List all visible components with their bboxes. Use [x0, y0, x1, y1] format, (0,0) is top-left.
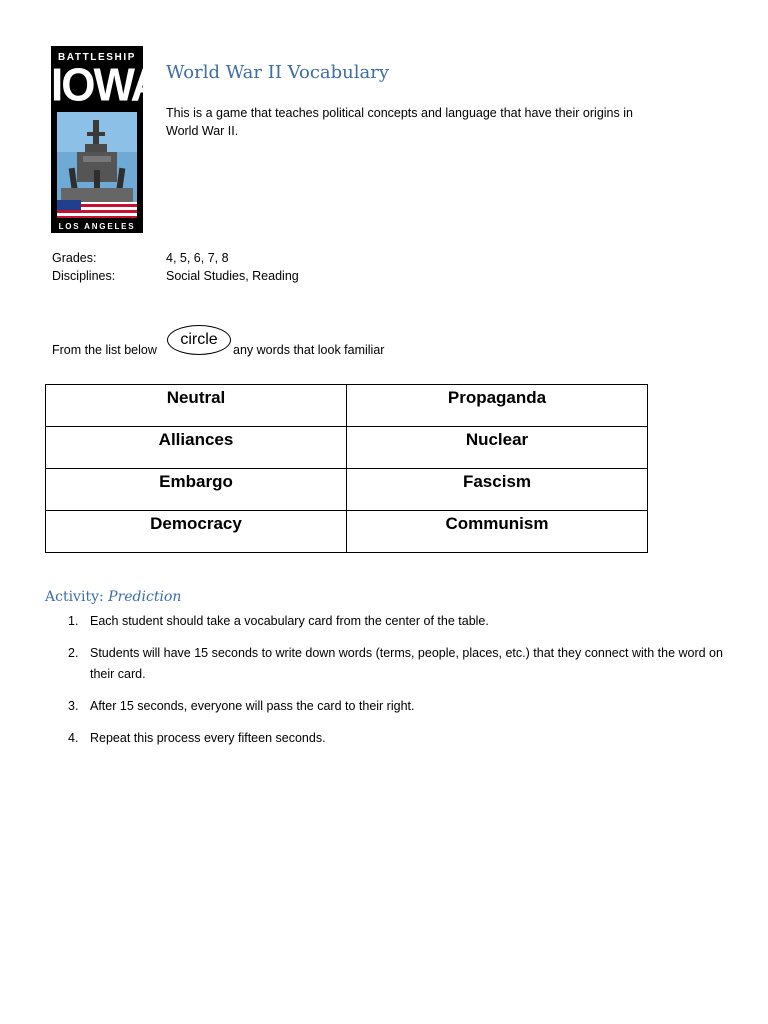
activity-heading [45, 589, 181, 605]
disciplines-label: Disciplines: [52, 269, 116, 283]
instruction-before: From the list below [52, 343, 157, 357]
logo-main-text: IOWA [51, 59, 161, 112]
step-number: 4. [68, 731, 79, 745]
step-text: Repeat this process every fifteen seconds. [90, 731, 326, 745]
vocab-word: Neutral [46, 385, 347, 427]
vocabulary-table [45, 384, 648, 553]
table-row [46, 511, 648, 553]
step-number: 3. [68, 699, 79, 713]
list-item [68, 643, 733, 685]
step-number: 1. [68, 614, 79, 628]
grades-label: Grades: [52, 251, 97, 265]
step-number: 2. [68, 646, 79, 660]
intro-text: This is a game that teaches political concepts and language that have their origins in World War II. [166, 106, 633, 138]
table-row [46, 385, 648, 427]
logo-bottom-text: LOS ANGELES [58, 222, 136, 231]
vocab-word: Communism [347, 511, 648, 553]
step-text: Students will have 15 seconds to write down words (terms, people, places, etc.) that they connect with the word on their card. [90, 646, 723, 681]
vocab-word: Alliances [46, 427, 347, 469]
list-item [68, 728, 733, 749]
step-text: After 15 seconds, everyone will pass the card to their right. [90, 699, 415, 713]
page-title: World War II Vocabulary [166, 62, 390, 83]
circled-word: circle [167, 325, 231, 355]
vocab-word: Nuclear [347, 427, 648, 469]
activity-steps-list [68, 611, 733, 749]
vocab-word: Propaganda [347, 385, 648, 427]
battleship-iowa-logo [51, 46, 161, 233]
disciplines-value: Social Studies, Reading [166, 269, 299, 283]
list-item [68, 611, 733, 632]
activity-name: Prediction [108, 589, 182, 605]
vocab-word: Democracy [46, 511, 347, 553]
instruction-after: any words that look familiar [233, 343, 385, 357]
logo-top-text: BATTLESHIP [57, 52, 137, 63]
activity-label: Activity: [45, 589, 104, 605]
vocab-word: Embargo [46, 469, 347, 511]
table-row [46, 427, 648, 469]
vocab-word: Fascism [347, 469, 648, 511]
battleship-image [57, 112, 137, 218]
list-item [68, 696, 733, 717]
table-row [46, 469, 648, 511]
grades-value: 4, 5, 6, 7, 8 [166, 251, 229, 265]
step-text: Each student should take a vocabulary card from the center of the table. [90, 614, 489, 628]
